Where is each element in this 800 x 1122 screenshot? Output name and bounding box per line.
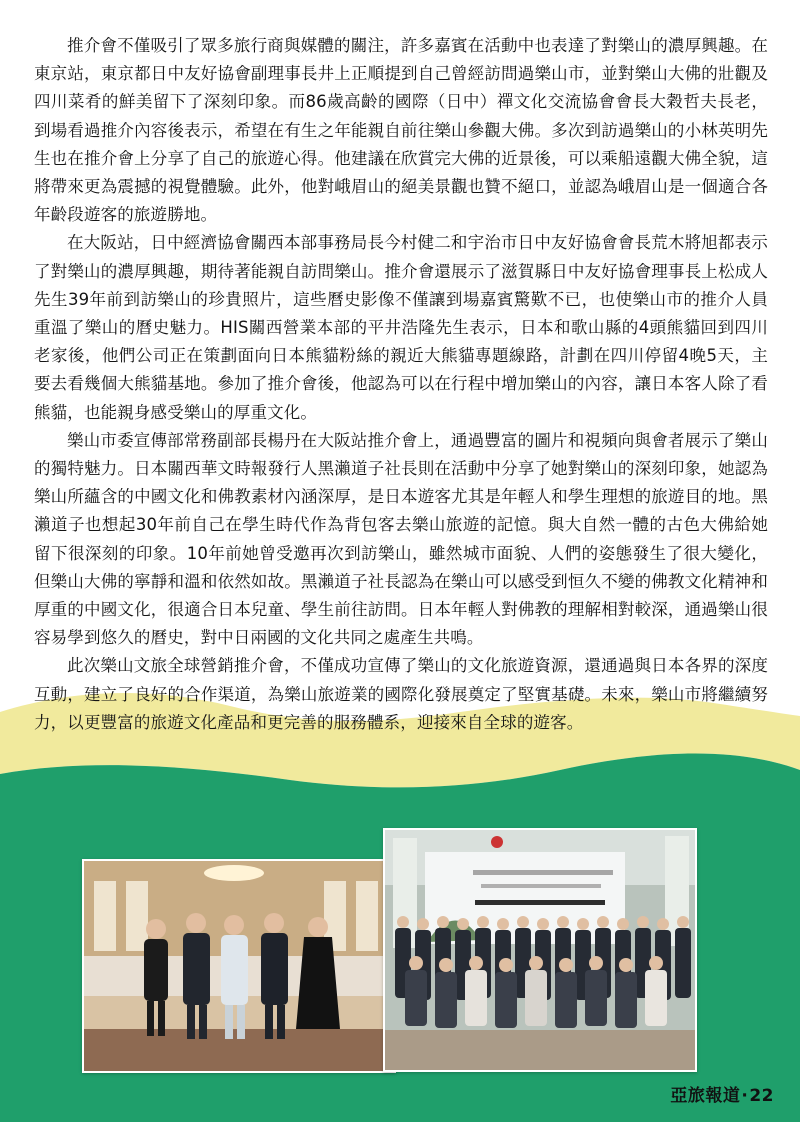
footer-separator: · — [741, 1086, 749, 1106]
article-paragraph-1: 推介會不僅吸引了眾多旅行商與媒體的關注，許多嘉賓在活動中也表達了對樂山的濃厚興趣。在東京站，東京都日中友好協會副理事長井上正順提到自己曾經訪問過樂山市，並對樂山大佛的壯觀及四川菜肴的鮮美留下了深刻印象。而86歲高齡的國際（日中）禪文化交流協會會長大穀哲夫長老，到場看過推介內容後表示，希望在有生之年能親自前往樂山參觀大佛。多次到訪過樂山的小林英明先生也在推介會上分享了自己的旅遊心得。他建議在欣賞完大佛的近景後，可以乘船遠觀大佛全貌，這將帶來更為震撼的視覺體驗。此外，他對峨眉山的絕美景觀也贊不絕口，並認為峨眉山是一個適合各年齡段遊客的旅遊勝地。 — [34, 36, 768, 225]
article-paragraph-2: 在大阪站，日中經濟協會關西本部事務局長今村健二和宇治市日中友好協會會長荒木將旭都表示了對樂山的濃厚興趣，期待著能親自訪問樂山。推介會還展示了滋賀縣日中友好協會理事長上松成人先生39年前到訪樂山的珍貴照片，這些曆史影像不僅讓到場嘉賓驚歎不已，也使樂山市的推介人員重溫了樂山的曆史魅力。HIS關西營業本部的平井浩隆先生表示，日本和歌山縣的4頭熊貓回到四川老家後，他們公司正在策劃面向日本熊貓粉絲的親近大熊貓專題線路，計劃在四川停留4晚5天，主要去看幾個大熊貓基地。參加了推介會後，他認為可以在行程中增加樂山的內容，讓日本客人除了看熊貓，也能親身感受樂山的厚重文化。 — [34, 233, 768, 422]
group-photo-thumbs-up — [82, 859, 396, 1073]
page-footer — [670, 1081, 774, 1106]
page-number: 22 — [749, 1086, 774, 1106]
article-paragraph-3: 樂山市委宣傳部常務副部長楊丹在大阪站推介會上，通過豐富的圖片和視頻向與會者展示了樂山的獨特魅力。日本關西華文時報發行人黑瀨道子社長則在活動中分享了她對樂山的深刻印象，她認為樂山所蘊含的中國文化和佛教素材內涵深厚，是日本遊客尤其是年輕人和學生理想的旅遊目的地。黑瀨道子也想起30年前自己在學生時代作為背包客去樂山旅遊的記憶。與大自然一體的古色大佛給她留下很深刻的印象。10年前她曾受邀再次到訪樂山，雖然城市面貌、人們的姿態發生了很大變化，但樂山大佛的寧靜和溫和依然如故。黑瀨道子社長認為在樂山可以感受到恒久不變的佛教文化精神和厚重的中國文化，很適合日本兒童、學生前往訪問。日本年輕人對佛教的理解相對較深，通過樂山很容易學到悠久的曆史，對中日兩國的文化共同之處產生共鳴。 — [34, 430, 768, 648]
group-photo-banner — [383, 828, 697, 1072]
article-paragraph-4: 此次樂山文旅全球營銷推介會，不僅成功宣傳了樂山的文化旅遊資源，還通過與日本各界的深度互動，建立了良好的合作渠道，為樂山旅遊業的國際化發展奠定了堅實基礎。未來，樂山市將繼續努力，以更豐富的旅遊文化產品和更完善的服務體系，迎接來自全球的遊客。 — [34, 656, 768, 732]
publication-name: 亞旅報道 — [670, 1086, 741, 1106]
article-body — [34, 32, 768, 737]
